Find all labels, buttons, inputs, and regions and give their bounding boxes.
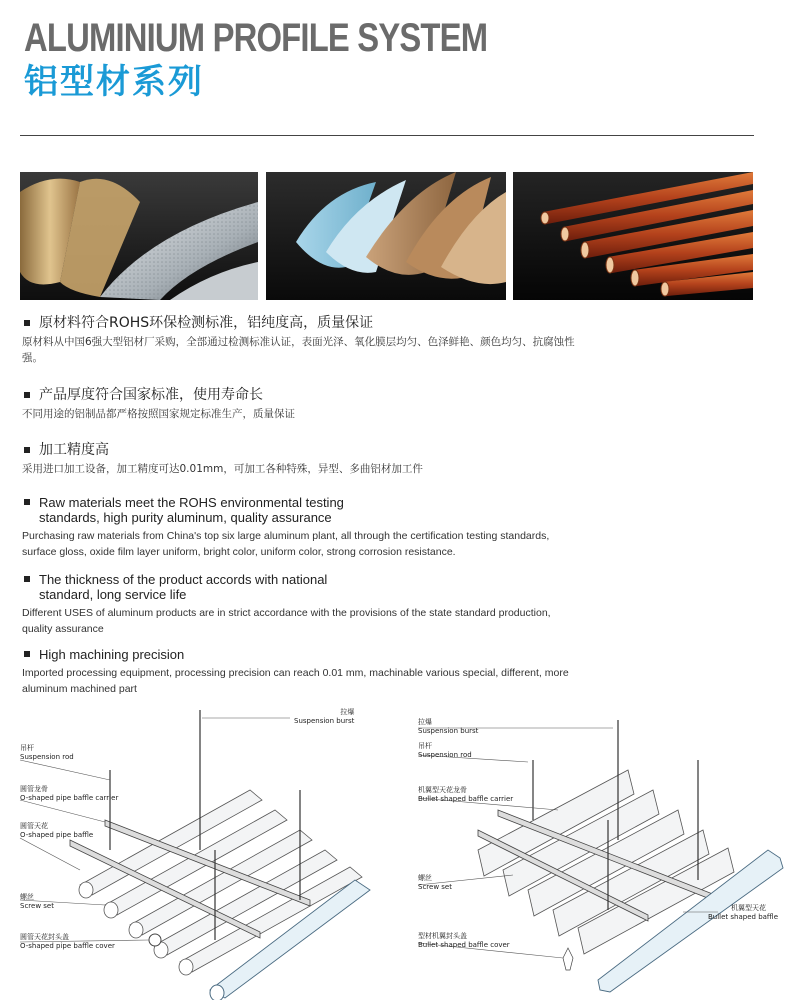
section-heading-line1: High machining precision — [39, 647, 185, 662]
label-cn: 拉爆 — [418, 718, 432, 726]
label-en: Bullet shaped baffle cover — [418, 941, 510, 949]
section-cn-raw-materials — [22, 316, 582, 366]
label-cn: 圆管天花封头盖 — [20, 933, 69, 941]
section-body: Different USES of aluminum products are in strict accordance with the provisions of the state standard production, quality assurance — [22, 607, 551, 635]
label-cn: 型材机翼封头盖 — [418, 932, 467, 940]
bullet-square-icon — [24, 576, 30, 582]
label-cn: 螺丝 — [418, 874, 432, 882]
label-suspension-burst — [294, 708, 355, 726]
section-heading: 加工精度高 — [39, 442, 109, 458]
label-en: Bullet shaped baffle carrier — [418, 795, 514, 803]
label-bullet-shaped-baffle — [708, 904, 778, 922]
section-body: 不同用途的铝制品都严格按照国家规定标准生产，质量保证 — [22, 408, 295, 420]
label-o-shaped-pipe-baffle — [20, 822, 93, 840]
label-suspension-rod — [418, 742, 472, 760]
label-en: Suspension burst — [418, 727, 479, 735]
section-heading-line1: The thickness of the product accords with national — [39, 572, 328, 587]
label-suspension-rod — [20, 744, 74, 762]
label-cn: 吊杆 — [20, 744, 34, 752]
section-body: 原材料从中国6强大型铝材厂采购，全部通过检测标准认证，表面光泽、氧化膜层均匀、色泽鲜艳、颜色均匀、抗腐蚀性强。 — [22, 336, 575, 364]
bullet-square-icon — [24, 651, 30, 657]
label-cn: 机翼型天花龙骨 — [418, 786, 467, 794]
label-bullet-shaped-baffle-carrier — [418, 786, 513, 804]
label-cn: 吊杆 — [418, 742, 432, 750]
section-body: Purchasing raw materials from China's top six large aluminum plant, all through the certification testing standards, surface gloss, oxide film layer uniform, bright color, uniform color, strong corrosion resistance. — [22, 530, 550, 558]
page-title-chinese: 铝型材系列 — [24, 62, 204, 102]
diagram-bullet-shaped-baffle — [408, 700, 788, 1000]
section-en-raw-materials — [22, 495, 582, 560]
label-cn: 拉爆 — [340, 708, 355, 716]
diagram-o-shaped-pipe-baffle — [10, 700, 390, 1000]
label-en: Bullet shaped baffle — [708, 913, 779, 921]
label-en: O-shaped pipe baffle — [20, 831, 94, 839]
label-o-shaped-pipe-baffle-cover — [20, 933, 115, 951]
label-cn: 圆管天花 — [20, 822, 48, 830]
section-heading: 产品厚度符合国家标准，使用寿命长 — [39, 387, 263, 403]
section-heading-line2: standards, high purity aluminum, quality assurance — [39, 510, 332, 525]
bullet-square-icon — [24, 320, 30, 326]
section-heading-line1: Raw materials meet the ROHS environmental testing — [39, 495, 344, 510]
section-cn-thickness — [22, 388, 582, 422]
section-body: Imported processing equipment, processing precision can reach 0.01 mm, machinable various special, different, more aluminum machined part — [22, 667, 569, 695]
label-cn: 螺丝 — [20, 893, 34, 901]
page-title-english: ALUMINIUM PROFILE SYSTEM — [24, 16, 488, 60]
label-suspension-burst — [418, 718, 478, 736]
bullet-square-icon — [24, 447, 30, 453]
label-en: Screw set — [20, 902, 54, 910]
bullet-square-icon — [24, 499, 30, 505]
photo-wood-and-perforated-profiles — [20, 172, 258, 300]
label-cn: 机翼型天花 — [731, 904, 767, 912]
label-screw-set — [418, 874, 452, 892]
label-o-shaped-pipe-baffle-carrier — [20, 785, 118, 803]
section-cn-precision — [22, 443, 582, 477]
section-en-thickness — [22, 572, 582, 637]
section-heading: 原材料符合ROHS环保检测标准，铝纯度高，质量保证 — [39, 315, 374, 331]
label-bullet-shaped-baffle-cover — [418, 932, 510, 950]
label-en: O-shaped pipe baffle cover — [20, 942, 115, 950]
label-en: O-shaped pipe baffle carrier — [20, 794, 119, 802]
label-screw-set — [20, 893, 54, 911]
bullet-square-icon — [24, 392, 30, 398]
section-body: 采用进口加工设备，加工精度可达0.01mm，可加工各种特殊，异型、多曲铝材加工件 — [22, 463, 423, 475]
label-cn: 圆管龙骨 — [20, 785, 48, 793]
photo-wood-grain-round-tubes — [513, 172, 753, 300]
label-en: Suspension burst — [294, 717, 355, 725]
photo-colored-bullet-profiles — [266, 172, 506, 300]
label-en: Suspension rod — [418, 751, 472, 759]
label-en: Suspension rod — [20, 753, 74, 761]
section-en-precision — [22, 647, 582, 697]
header-divider — [20, 135, 754, 136]
label-en: Screw set — [418, 883, 452, 891]
section-heading-line2: standard, long service life — [39, 587, 187, 602]
